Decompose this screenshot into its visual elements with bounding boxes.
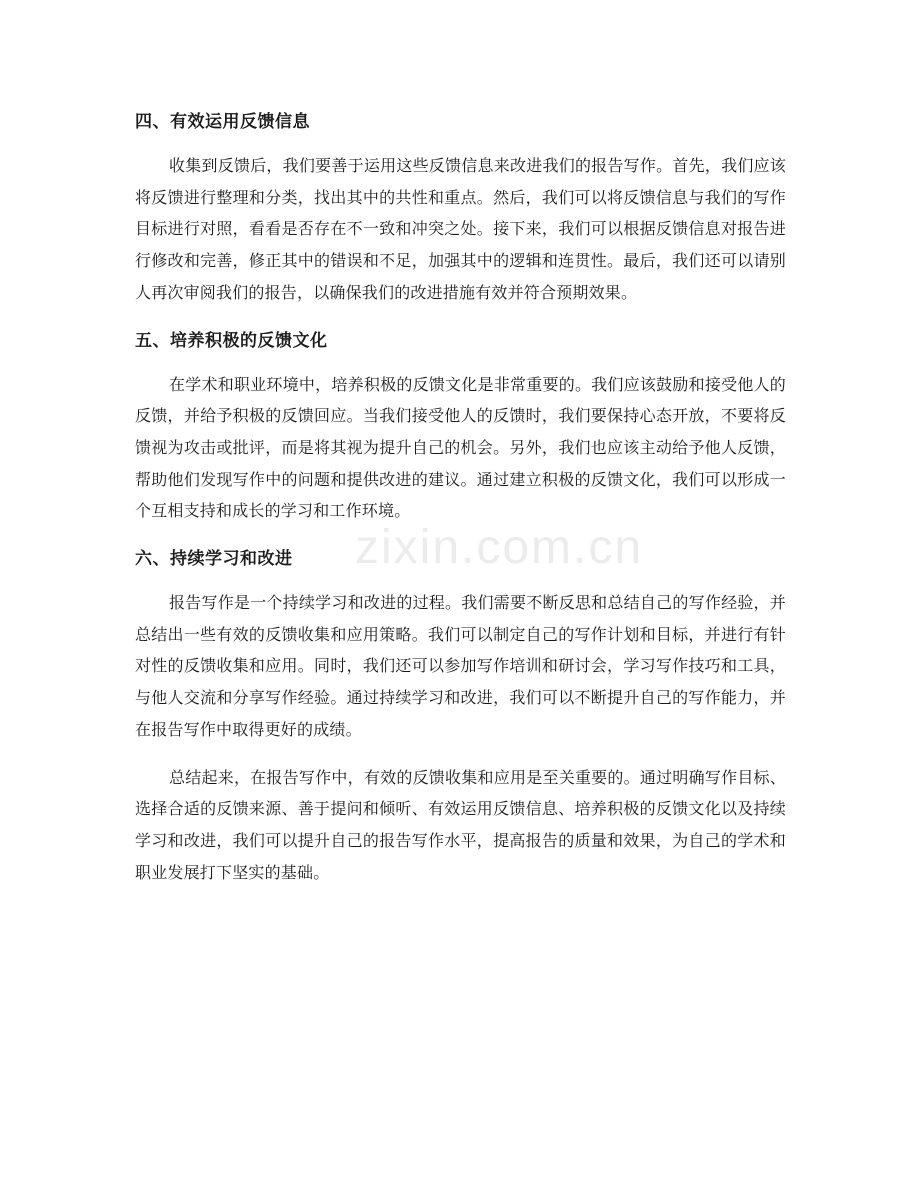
section-heading: 五、培养积极的反馈文化 [135, 330, 328, 351]
section-feedback-culture [135, 323, 786, 528]
document-body [135, 104, 786, 900]
paragraph: 收集到反馈后，我们要善于运用这些反馈信息来改进我们的报告写作。首先，我们应该将反馈进行整理和分类，找出其中的共性和重点。然后，我们可以将反馈信息与我们的写作目标进行对照，看看是否存在不一致和冲突之处。接下来，我们可以根据反馈信息对报告进行修改和完善，修正其中的错误和不足，加强其中的逻辑和连贯性。最后，我们还可以请别人再次审阅我们的报告，以确保我们的改进措施有效并符合预期效果。 [135, 156, 786, 302]
section-feedback-use [135, 104, 786, 309]
paragraph: 报告写作是一个持续学习和改进的过程。我们需要不断反思和总结自己的写作经验，并总结出一些有效的反馈收集和应用策略。我们可以制定自己的写作计划和目标，并进行有针对性的反馈收集和应用。同时，我们还可以参加写作培训和研讨会，学习写作技巧和工具，与他人交流和分享写作经验。通过持续学习和改进，我们可以不断提升自己的写作能力，并在报告写作中取得更好的成绩。 [135, 593, 786, 739]
section-continuous-learning [135, 541, 786, 888]
paragraph-summary: 总结起来，在报告写作中，有效的反馈收集和应用是至关重要的。通过明确写作目标、选择合适的反馈来源、善于提问和倾听、有效运用反馈信息、培养积极的反馈文化以及持续学习和改进，我们可以提升自己的报告写作水平，提高报告的质量和效果，为自己的学术和职业发展打下坚实的基础。 [135, 767, 786, 882]
section-heading: 四、有效运用反馈信息 [135, 112, 310, 132]
watermark: zixin.com.cn [355, 521, 644, 574]
paragraph: 在学术和职业环境中，培养积极的反馈文化是非常重要的。我们应该鼓励和接受他人的反馈，并给予积极的反馈回应。当我们接受他人的反馈时，我们要保持心态开放，不要将反馈视为攻击或批评，而是将其视为提升自己的机会。另外，我们也应该主动给予他人反馈，帮助他们发现写作中的问题和提供改进的建议。通过建立积极的反馈文化，我们可以形成一个互相支持和成长的学习和工作环境。 [135, 374, 786, 521]
section-heading: 六、持续学习和改进 [135, 549, 293, 570]
